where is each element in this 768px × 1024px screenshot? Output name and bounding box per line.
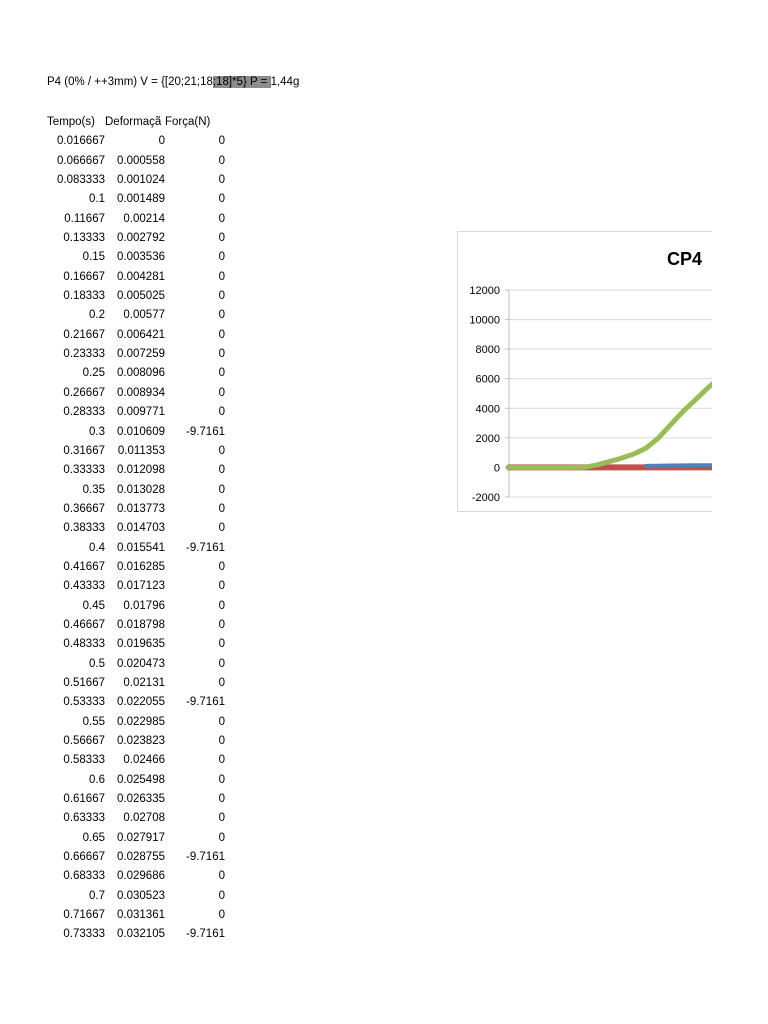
table-row — [47, 423, 225, 442]
table-cell[interactable]: 0 — [218, 483, 225, 496]
table-cell[interactable]: 0 — [218, 560, 225, 573]
table-cell[interactable]: 0.38333 — [63, 522, 105, 535]
table-cell[interactable]: 0.027917 — [117, 831, 165, 844]
table-row — [47, 848, 225, 867]
table-cell[interactable]: 0.35 — [82, 483, 105, 496]
table-cell[interactable]: 0 — [218, 870, 225, 883]
table-cell[interactable]: 0.014703 — [117, 522, 165, 535]
table-cell[interactable]: 0.56667 — [63, 735, 105, 747]
table-cell[interactable]: 0.65 — [82, 831, 105, 844]
table-cell[interactable]: 0.58333 — [63, 754, 105, 767]
table-cell[interactable]: 0.45 — [82, 599, 105, 612]
table-row — [47, 171, 225, 190]
table-cell[interactable]: -9.7161 — [185, 541, 225, 554]
table-cell[interactable]: 0.020473 — [117, 657, 165, 670]
table-cell[interactable]: 0.017123 — [117, 580, 165, 593]
table-cell[interactable]: 0.001489 — [117, 193, 165, 206]
table-row — [47, 229, 225, 248]
table-cell[interactable]: 0 — [218, 406, 225, 419]
table-row — [47, 132, 225, 151]
table-cell[interactable]: 0 — [218, 676, 225, 689]
table-row — [47, 693, 225, 712]
table-cell[interactable]: 0.73333 — [63, 928, 105, 941]
table-row — [47, 887, 225, 906]
table-cell[interactable]: 0 — [218, 618, 225, 631]
column-header-deformacao[interactable]: Deformaçã — [105, 116, 162, 128]
table-row — [47, 190, 225, 209]
table-row — [47, 326, 225, 345]
table-cell[interactable]: 0.032105 — [117, 928, 165, 941]
table-cell[interactable]: 0.53333 — [63, 696, 105, 709]
table-body — [47, 132, 225, 944]
table-row — [47, 809, 225, 828]
table-cell[interactable]: 0.26667 — [63, 386, 105, 399]
table-row — [47, 732, 225, 751]
table-cell[interactable]: 0 — [218, 154, 225, 167]
table-cell[interactable]: 0.18333 — [63, 290, 105, 303]
table-row — [47, 906, 225, 925]
table-row — [47, 674, 225, 693]
y-tick-label: -2000 — [471, 492, 500, 504]
table-cell[interactable]: 0.23333 — [63, 348, 105, 361]
table-cell[interactable]: 0.71667 — [63, 909, 105, 922]
table-cell[interactable]: 0 — [218, 754, 225, 767]
chart-cp4[interactable] — [457, 231, 712, 512]
table-cell[interactable]: 0.008096 — [117, 367, 165, 380]
table-cell[interactable]: 0.43333 — [63, 580, 105, 593]
table-cell[interactable]: 0.011353 — [117, 444, 165, 457]
table-cell[interactable]: 0.016667 — [57, 135, 105, 148]
table-cell[interactable]: 0 — [218, 444, 225, 457]
table-cell[interactable]: 0.019635 — [117, 638, 165, 651]
table-row — [47, 481, 225, 500]
table-cell[interactable]: 0 — [218, 174, 225, 187]
table-row — [47, 616, 225, 635]
table-cell[interactable]: 0 — [218, 328, 225, 341]
series-line-0[interactable] — [509, 377, 712, 467]
header-text-highlight: ;18]*5} P = — [212, 76, 271, 88]
header-text-part1: P4 (0% / ++3mm) V = {[20;21;18 — [47, 76, 213, 88]
table-cell[interactable]: 0.00577 — [123, 309, 165, 322]
table-cell[interactable]: -9.7161 — [185, 425, 225, 438]
table-cell[interactable]: 0 — [218, 367, 225, 380]
table-cell[interactable]: 0 — [218, 309, 225, 322]
table-cell[interactable]: 0.33333 — [63, 464, 105, 477]
table-cell[interactable]: 0.013028 — [117, 483, 165, 496]
table-cell[interactable]: -9.7161 — [185, 851, 225, 864]
table-cell[interactable]: 0 — [218, 522, 225, 535]
table-cell[interactable]: 0.028755 — [117, 851, 165, 864]
table-cell[interactable]: 0.11667 — [64, 212, 105, 225]
table-cell[interactable]: 0.016285 — [117, 560, 165, 573]
table-cell[interactable]: 0 — [218, 580, 225, 593]
table-cell[interactable]: 0.015541 — [117, 541, 165, 554]
table-cell[interactable]: 0.25 — [82, 367, 105, 380]
table-cell[interactable]: 0.68333 — [63, 870, 105, 883]
table-cell[interactable]: 0 — [218, 715, 225, 728]
table-row — [47, 152, 225, 171]
table-row — [47, 442, 225, 461]
table-cell[interactable]: 0.55 — [82, 715, 105, 728]
table-cell[interactable]: 0 — [218, 212, 225, 225]
table-cell[interactable]: 0 — [218, 386, 225, 399]
table-row — [47, 655, 225, 674]
column-header-tempo[interactable]: Tempo(s) — [47, 116, 95, 128]
table-row — [47, 461, 225, 480]
table-cell[interactable]: 0.022985 — [117, 715, 165, 728]
table-row — [47, 790, 225, 809]
table-cell[interactable]: 0.013773 — [117, 502, 165, 515]
table-cell[interactable]: 0 — [218, 735, 225, 747]
table-cell[interactable]: 0.004281 — [117, 270, 165, 283]
table-row — [47, 771, 225, 790]
table-cell[interactable]: 0 — [218, 232, 225, 245]
table-row — [47, 713, 225, 732]
table-header-row — [47, 113, 225, 132]
table-cell[interactable]: 0.5 — [89, 657, 105, 670]
chart-title: CP4 — [667, 249, 703, 269]
table-cell[interactable]: 0.025498 — [117, 773, 165, 786]
table-cell[interactable]: 0 — [218, 889, 225, 902]
table-cell[interactable]: 0.002792 — [117, 232, 165, 245]
table-cell[interactable]: 0.6 — [89, 773, 105, 786]
table-cell[interactable]: 0.031361 — [117, 909, 165, 922]
table-row — [47, 210, 225, 229]
table-row — [47, 345, 225, 364]
table-row — [47, 751, 225, 770]
table-cell[interactable]: 0 — [218, 290, 225, 303]
table-cell[interactable]: 0 — [218, 657, 225, 670]
y-tick-label: 6000 — [475, 373, 500, 386]
table-cell[interactable]: 0.66667 — [63, 851, 105, 864]
table-cell[interactable]: 0.006421 — [117, 328, 165, 341]
y-tick-label: 2000 — [475, 432, 500, 445]
header-text-part2: 1,44g — [270, 76, 300, 88]
y-tick-label: 10000 — [469, 314, 500, 327]
series-line-2[interactable] — [646, 465, 712, 466]
table-row — [47, 577, 225, 596]
table-row — [47, 248, 225, 267]
table-cell[interactable]: 0 — [218, 793, 225, 806]
table-row — [47, 306, 225, 325]
table-cell[interactable]: 0.31667 — [63, 444, 105, 457]
table-row — [47, 539, 225, 558]
table-cell[interactable]: 0.010609 — [117, 425, 165, 438]
table-cell[interactable]: 0.01796 — [123, 599, 165, 612]
table-cell[interactable]: 0.00214 — [123, 212, 165, 225]
table-cell[interactable]: 0 — [218, 812, 225, 825]
table-cell[interactable]: 0 — [218, 773, 225, 786]
table-cell[interactable]: 0 — [218, 135, 225, 148]
table-cell[interactable]: 0.029686 — [117, 870, 165, 883]
table-cell[interactable]: 0 — [218, 348, 225, 361]
table-cell[interactable]: 0 — [218, 638, 225, 651]
table-cell[interactable]: 0.2 — [89, 309, 105, 322]
table-cell[interactable]: 0.008934 — [117, 386, 165, 399]
y-tick-label: 8000 — [475, 344, 500, 357]
table-cell[interactable]: -9.7161 — [185, 696, 225, 709]
table-cell[interactable]: 0 — [218, 251, 225, 264]
table-cell[interactable]: 0.41667 — [63, 560, 105, 573]
table-row — [47, 597, 225, 616]
table-cell[interactable]: 0.005025 — [117, 290, 165, 303]
sheet-header-note — [47, 75, 299, 90]
table-cell[interactable]: 0.000558 — [117, 154, 165, 167]
table-cell[interactable]: 0 — [218, 270, 225, 283]
table-cell[interactable]: 0 — [218, 464, 225, 477]
table-cell[interactable]: 0.51667 — [63, 676, 105, 689]
table-cell[interactable]: 0.16667 — [63, 270, 105, 283]
table-row — [47, 519, 225, 538]
y-tick-label: 4000 — [475, 403, 500, 416]
table-row — [47, 925, 225, 944]
table-row — [47, 403, 225, 422]
table-cell[interactable]: 0.018798 — [117, 618, 165, 631]
table-cell[interactable]: 0.48333 — [63, 638, 105, 651]
table-row — [47, 500, 225, 519]
table-cell[interactable]: 0.4 — [89, 541, 105, 554]
table-cell[interactable]: 0.083333 — [57, 174, 105, 187]
table-cell[interactable]: -9.7161 — [185, 928, 225, 941]
chart-canvas — [458, 232, 712, 511]
table-row — [47, 558, 225, 577]
table-cell[interactable]: 0 — [218, 831, 225, 844]
table-cell[interactable]: 0 — [218, 909, 225, 922]
table-cell[interactable]: 0.15 — [82, 251, 105, 264]
table-cell[interactable]: 0.007259 — [117, 348, 165, 361]
table-cell[interactable]: 0.023823 — [117, 735, 165, 747]
table-cell[interactable]: 0.28333 — [63, 406, 105, 419]
y-tick-label: 12000 — [469, 285, 500, 297]
table-cell[interactable]: 0.030523 — [117, 889, 165, 902]
table-cell[interactable]: 0.7 — [89, 889, 105, 902]
table-cell[interactable]: 0.02708 — [123, 812, 165, 825]
table-cell[interactable]: 0.001024 — [117, 174, 165, 187]
table-cell[interactable]: 0.003536 — [117, 251, 165, 264]
table-cell[interactable]: 0 — [158, 135, 165, 148]
y-tick-label: 0 — [493, 462, 500, 475]
table-cell[interactable]: 0.012098 — [117, 464, 165, 477]
table-cell[interactable]: 0.46667 — [63, 618, 105, 631]
table-row — [47, 384, 225, 403]
table-cell[interactable]: 0 — [218, 502, 225, 515]
table-cell[interactable]: 0.066667 — [57, 154, 105, 167]
table-cell[interactable]: 0.1 — [89, 193, 105, 206]
table-row — [47, 867, 225, 886]
table-cell[interactable]: 0.61667 — [63, 793, 105, 806]
table-cell[interactable]: 0.026335 — [117, 793, 165, 806]
table-cell[interactable]: 0.21667 — [63, 328, 105, 341]
table-row — [47, 287, 225, 306]
table-row — [47, 268, 225, 287]
table-cell[interactable]: 0.36667 — [63, 502, 105, 515]
data-table — [47, 113, 225, 945]
table-cell[interactable]: 0 — [218, 193, 225, 206]
table-row — [47, 829, 225, 848]
table-cell[interactable]: 0.13333 — [63, 232, 105, 245]
column-header-forca[interactable]: Força(N) — [165, 116, 211, 128]
table-row — [47, 635, 225, 654]
table-cell[interactable]: 0.02131 — [123, 676, 165, 689]
table-cell[interactable]: 0.63333 — [63, 812, 105, 825]
table-cell[interactable]: 0.009771 — [117, 406, 165, 419]
table-row — [47, 364, 225, 383]
table-cell[interactable]: 0.02466 — [123, 754, 165, 767]
table-cell[interactable]: 0.3 — [89, 425, 105, 438]
table-cell[interactable]: 0 — [218, 599, 225, 612]
table-cell[interactable]: 0.022055 — [117, 696, 165, 709]
